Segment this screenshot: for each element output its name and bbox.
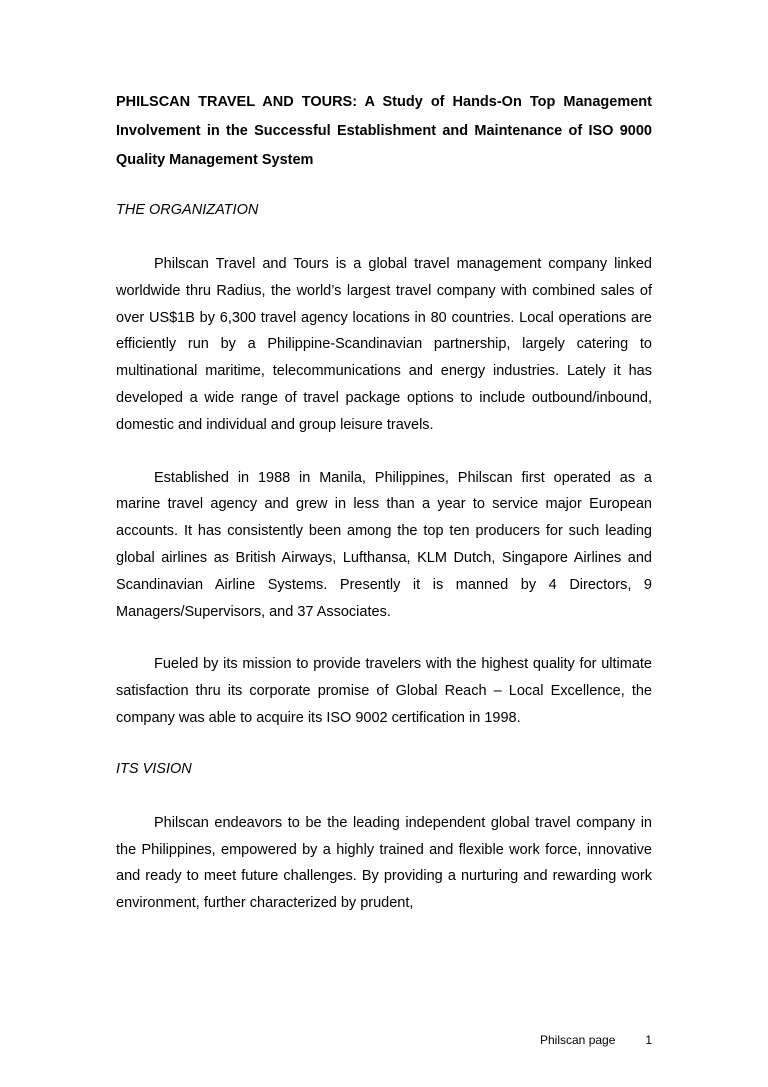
section-heading-vision: ITS VISION: [116, 760, 192, 777]
page-number: 1: [645, 1033, 652, 1047]
paragraph-organization-3: Fueled by its mission to provide travelers with the highest quality for ultimate satisfaction thru its corporate promise of Global Reach – Local Excellence, the company was able to acquire its ISO 9002 certification in 1998.: [116, 656, 652, 726]
document-title: PHILSCAN TRAVEL AND TOURS: A Study of Hands-On Top Management Involvement in the Successful Establishment and Maintenance of ISO 9000 Quality Management System: [116, 94, 652, 168]
document-page: [116, 88, 652, 917]
paragraph-organization-1: Philscan Travel and Tours is a global travel management company linked worldwide thru Radius, the world’s largest travel company with combined sales of over US$1B by 6,300 travel agency locations in 80 countries. Local operations are efficiently run by a Philippine-Scandinavian partnership, largely catering to multinational maritime, telecommunications and energy industries. Lately it has developed a wide range of travel package options to include outbound/inbound, domestic and individual and group leisure travels.: [116, 256, 652, 433]
section-heading-organization: THE ORGANIZATION: [116, 202, 259, 218]
paragraph-organization-2: Established in 1988 in Manila, Philippines, Philscan first operated as a marine travel agency and grew in less than a year to service major European accounts. It has consistently been among the top ten producers for such leading global airlines as British Airways, Lufthansa, KLM Dutch, Singapore Airlines and Scandinavian Airline Systems. Presently it is manned by 4 Directors, 9 Managers/Supervisors, and 37 Associates.: [116, 469, 652, 620]
page-footer: [540, 1032, 652, 1048]
paragraph-vision-1: Philscan endeavors to be the leading independent global travel company in the Philippines, empowered by a highly trained and flexible work force, innovative and ready to meet future challenges. By providing a nurturing and rewarding work environment, further characterized by prudent,: [116, 814, 652, 912]
footer-label: Philscan page: [540, 1033, 616, 1047]
